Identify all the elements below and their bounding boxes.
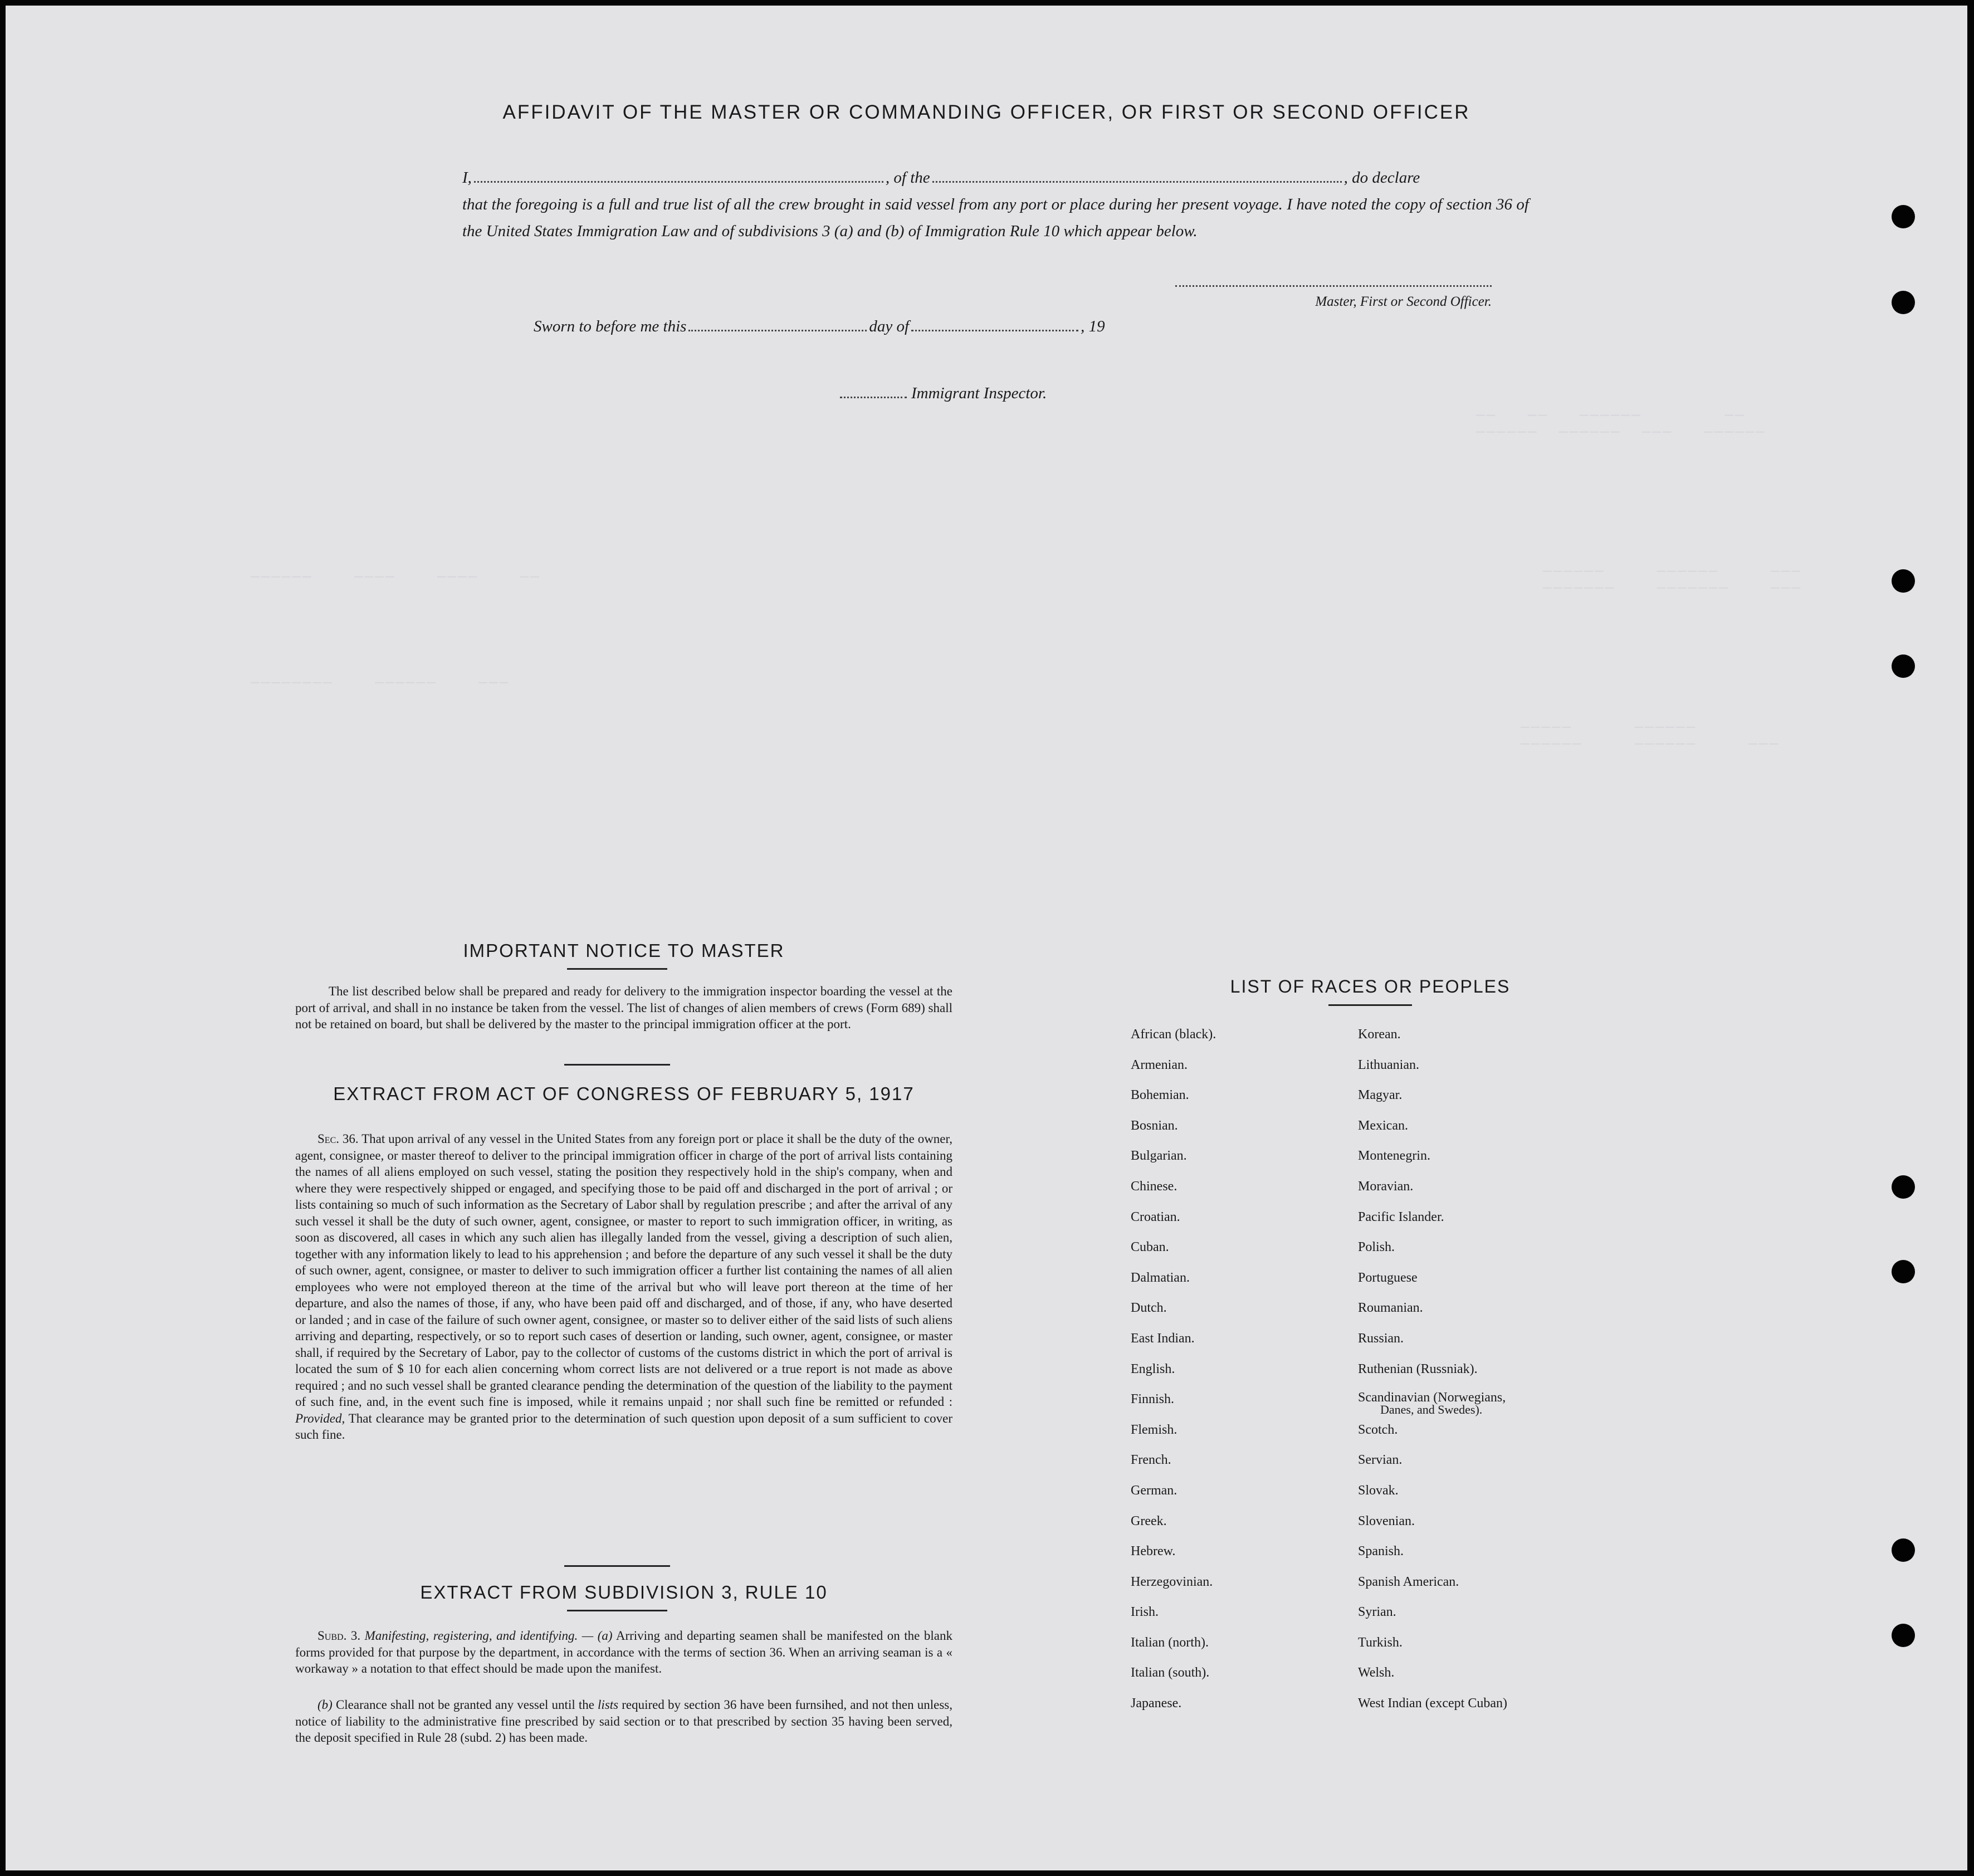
race-item bbox=[1131, 1391, 1216, 1422]
section-body: That upon arrival of any vessel in the United States from any foreign port or place it shall be the duty of the owner, agent, consignee, or master thereof to deliver to the principal immigration officer in charge of the port of arrival lists containing the names of all aliens employed on such vessel, stating the position they respectively hold in the ship's company, when and where they were respectively shipped or engaged, and specifying those to be paid off and discharged in the port of arrival ; or lists containing so much of such information as the Secretary of Labor shall by regulation prescribe ; and after the arrival of any such vessel it shall be the duty of such owner, agent, consignee, or master to report to such immigration officer, in writing, as soon as discovered, all cases in which any such alien has illegally landed from the vessel, giving a description of such alien, together with any information likely to lead to his apprehension ; and before the departure of any such vessel it shall be the duty of such owner, agent, consignee, or master to deliver to such immigration officer a further list containing the names of all alien employees who were not employed thereon at the time of the arrival but who will leave port thereon at the time of her departure, and also the names of those, if any, who have been paid off and discharged, and of those, if any, who have deserted or landed ; and in case of the failure of such owner agent, consignee, or master so to deliver either of the said lists of such aliens arriving and departing, respectively, or so to report such cases of desertion or landing, such owner, agent, consignee, or master shall, if required by the Secretary of Labor, pay to the collector of customs of the customs district in which the port of arrival is located the sum of $ 10 for each alien concerning whom correct lists are not delivered or a true report is not made as above required ; and no such vessel shall be granted clearance pending the determination of the question of the liability to the payment of such fine, and, in the event such fine is imposed, while it remains unpaid ; nor shall such fine be remitted or refunded : bbox=[295, 1132, 952, 1409]
race-label: Slovenian. bbox=[1358, 1513, 1415, 1528]
day-blank[interactable] bbox=[688, 316, 867, 331]
document-page bbox=[6, 6, 1967, 1870]
bleed-through: ———————— —————— ——— bbox=[251, 674, 510, 691]
race-label: Turkish. bbox=[1358, 1635, 1403, 1650]
rule-extract-title: EXTRACT FROM SUBDIVISION 3, RULE 10 bbox=[420, 1582, 828, 1603]
divider bbox=[567, 968, 667, 970]
race-label: Dutch. bbox=[1131, 1301, 1167, 1316]
races-title: LIST OF RACES OR PEOPLES bbox=[1230, 976, 1511, 996]
race-item bbox=[1358, 1148, 1507, 1179]
race-item bbox=[1131, 1209, 1216, 1240]
race-label: Mexican. bbox=[1358, 1118, 1408, 1133]
act-extract-title: EXTRACT FROM ACT OF CONGRESS OF FEBRUARY 5, 1917 bbox=[333, 1083, 915, 1104]
race-item bbox=[1131, 1574, 1216, 1605]
punch-hole bbox=[1892, 1175, 1915, 1199]
race-label: Scandinavian (Norwegians, bbox=[1358, 1390, 1506, 1405]
inspector-blank[interactable] bbox=[840, 383, 907, 398]
race-item bbox=[1131, 1604, 1216, 1635]
notice-text: The list described below shall be prepared and ready for delivery to the immigration inspector boarding the vessel at the port of arrival, and shall in no instance be taken from the vessel. The list of changes of alien members of crews (Form 689) shall not be retained on board, but shall be delivered by the master to the principal immigration officer at the port. bbox=[295, 984, 952, 1031]
decl-of-the: , of the bbox=[885, 169, 930, 187]
divider bbox=[564, 1064, 670, 1066]
para-b-pre: Clearance shall not be granted any vessel until the bbox=[335, 1698, 594, 1712]
punch-hole bbox=[1892, 1538, 1915, 1562]
race-item bbox=[1131, 1300, 1216, 1331]
race-item bbox=[1358, 1179, 1507, 1209]
race-label: Servian. bbox=[1358, 1453, 1403, 1468]
race-item bbox=[1358, 1696, 1507, 1726]
race-item bbox=[1131, 1087, 1216, 1118]
race-item bbox=[1358, 1239, 1507, 1270]
race-item bbox=[1358, 1209, 1507, 1240]
race-label: Japanese. bbox=[1131, 1696, 1182, 1711]
race-label: Italian (north). bbox=[1131, 1635, 1209, 1650]
race-label: Spanish. bbox=[1358, 1544, 1404, 1559]
race-label: Pacific Islander. bbox=[1358, 1209, 1444, 1224]
race-label: Magyar. bbox=[1358, 1088, 1403, 1103]
race-label: Italian (south). bbox=[1131, 1665, 1210, 1680]
punch-hole bbox=[1892, 1260, 1915, 1283]
race-label: Polish. bbox=[1358, 1240, 1395, 1255]
race-label: East Indian. bbox=[1131, 1331, 1195, 1346]
race-item bbox=[1131, 1452, 1216, 1483]
race-item bbox=[1131, 1635, 1216, 1665]
race-item bbox=[1131, 1483, 1216, 1513]
act-extract-text bbox=[295, 1131, 952, 1443]
race-label-continued: Danes, and Swedes). bbox=[1380, 1403, 1483, 1417]
race-label: Bohemian. bbox=[1131, 1088, 1189, 1103]
race-label: Moravian. bbox=[1358, 1179, 1414, 1194]
race-item bbox=[1358, 1300, 1507, 1331]
race-item bbox=[1358, 1391, 1507, 1422]
race-item bbox=[1131, 1422, 1216, 1453]
race-item bbox=[1358, 1087, 1507, 1118]
race-item bbox=[1131, 1270, 1216, 1301]
notice-title: IMPORTANT NOTICE TO MASTER bbox=[463, 940, 785, 961]
race-item bbox=[1131, 1148, 1216, 1179]
declaration-block bbox=[462, 164, 1529, 245]
race-item bbox=[1131, 1118, 1216, 1149]
race-item bbox=[1358, 1483, 1507, 1513]
sworn-day-of: day of bbox=[869, 317, 910, 335]
race-label: Montenegrin. bbox=[1358, 1149, 1430, 1164]
punch-hole bbox=[1892, 291, 1915, 314]
decl-i: I, bbox=[462, 169, 472, 187]
race-item bbox=[1131, 1027, 1216, 1057]
bleed-through: —————— —————— ——— ——————— ——————— ——— bbox=[1543, 563, 1802, 596]
race-label: Scotch. bbox=[1358, 1422, 1398, 1437]
race-label: German. bbox=[1131, 1483, 1177, 1498]
race-label: Russian. bbox=[1358, 1331, 1404, 1346]
race-item bbox=[1358, 1513, 1507, 1544]
para-a-text: Arriving and departing seamen shall be manifested on the blank forms provided for that purpose by the department, in accordance with the terms of section 36. When an arriving seaman is a « workaway » a notation to that effect should be made upon the manifest. bbox=[295, 1629, 953, 1675]
race-label: Flemish. bbox=[1131, 1422, 1177, 1437]
race-label: Armenian. bbox=[1131, 1057, 1188, 1072]
signature-label: Master, First or Second Officer. bbox=[1315, 294, 1492, 309]
decl-declare: , do declare bbox=[1343, 169, 1420, 187]
race-label: Herzegovinian. bbox=[1131, 1574, 1213, 1589]
proviso-label: Provided, bbox=[295, 1411, 345, 1425]
race-item bbox=[1358, 1361, 1507, 1392]
race-label: Greek. bbox=[1131, 1513, 1167, 1528]
rule-para-a bbox=[295, 1628, 952, 1677]
race-item bbox=[1358, 1452, 1507, 1483]
races-right-column bbox=[1358, 1027, 1507, 1726]
subd-label: Subd. 3. bbox=[317, 1629, 361, 1643]
punch-hole bbox=[1892, 654, 1915, 678]
race-item bbox=[1358, 1635, 1507, 1665]
proviso-text: That clearance may be granted prior to the determination of such question upon deposit of a sum sufficient to cover such fine. bbox=[295, 1411, 953, 1442]
race-label: Chinese. bbox=[1131, 1179, 1177, 1194]
bleed-through: —————— ———— ———— —— bbox=[251, 568, 541, 585]
bleed-through: ————— —————— —————— —————— ——— bbox=[1521, 719, 1780, 752]
race-item bbox=[1358, 1057, 1507, 1088]
race-label: Bosnian. bbox=[1131, 1118, 1178, 1133]
race-label: English. bbox=[1131, 1361, 1175, 1376]
race-label: French. bbox=[1131, 1453, 1171, 1468]
subd-heading: Manifesting, registering, and identifying. — (a) bbox=[364, 1629, 613, 1643]
race-label: Dalmatian. bbox=[1131, 1270, 1190, 1285]
section-label: Sec. 36. bbox=[317, 1132, 359, 1146]
sworn-year: , 19 bbox=[1081, 317, 1105, 335]
race-item bbox=[1131, 1513, 1216, 1544]
race-label: Irish. bbox=[1131, 1605, 1159, 1620]
punch-hole bbox=[1892, 205, 1915, 228]
name-blank[interactable] bbox=[474, 168, 883, 183]
vessel-blank[interactable] bbox=[932, 168, 1342, 183]
race-label: Portuguese bbox=[1358, 1270, 1418, 1285]
race-label: Welsh. bbox=[1358, 1665, 1395, 1680]
race-label: West Indian (except Cuban) bbox=[1358, 1696, 1507, 1711]
race-item bbox=[1131, 1239, 1216, 1270]
divider bbox=[1328, 1004, 1412, 1006]
inspector-line bbox=[840, 383, 1047, 403]
divider bbox=[564, 1565, 670, 1567]
race-item bbox=[1358, 1331, 1507, 1361]
race-item bbox=[1131, 1543, 1216, 1574]
race-item bbox=[1358, 1422, 1507, 1453]
race-item bbox=[1131, 1057, 1216, 1088]
race-item bbox=[1131, 1179, 1216, 1209]
rule-para-b bbox=[295, 1697, 952, 1746]
race-item bbox=[1131, 1331, 1216, 1361]
punch-hole bbox=[1892, 1624, 1915, 1647]
races-left-column bbox=[1131, 1027, 1216, 1726]
punch-hole bbox=[1892, 569, 1915, 593]
race-item bbox=[1358, 1665, 1507, 1696]
bleed-through: —— —— —————— —— —————— —————— ——— —————— bbox=[1476, 407, 1766, 440]
race-item bbox=[1131, 1361, 1216, 1392]
race-item bbox=[1358, 1574, 1507, 1605]
race-item bbox=[1358, 1027, 1507, 1057]
race-item bbox=[1358, 1270, 1507, 1301]
race-item bbox=[1358, 1118, 1507, 1149]
race-label: African (black). bbox=[1131, 1027, 1216, 1042]
race-label: Hebrew. bbox=[1131, 1544, 1176, 1559]
race-label: Ruthenian (Russniak). bbox=[1358, 1361, 1478, 1376]
affidavit-title: AFFIDAVIT OF THE MASTER OR COMMANDING OFFICER, OR FIRST OR SECOND OFFICER bbox=[502, 101, 1470, 123]
month-blank[interactable] bbox=[911, 316, 1078, 331]
race-label: Finnish. bbox=[1131, 1392, 1175, 1407]
race-item bbox=[1131, 1665, 1216, 1696]
para-b-lists: lists bbox=[598, 1698, 619, 1712]
race-label: Spanish American. bbox=[1358, 1574, 1459, 1589]
race-label: Cuban. bbox=[1131, 1240, 1169, 1255]
para-b-label: (b) bbox=[317, 1698, 333, 1712]
sworn-line bbox=[534, 316, 1105, 336]
sworn-prefix: Sworn to before me this bbox=[534, 317, 687, 335]
race-item bbox=[1358, 1604, 1507, 1635]
race-item bbox=[1131, 1696, 1216, 1726]
inspector-label: Immigrant Inspector. bbox=[911, 384, 1047, 402]
race-label: Syrian. bbox=[1358, 1605, 1396, 1620]
race-label: Slovak. bbox=[1358, 1483, 1399, 1498]
para-b-post: required by section 36 have been furnsihed, and not then unless, notice of liability to the administrative fine prescribed by said section or to that prescribed by section 35 having been served, the deposit specified in Rule 28 (subd. 2) has been made. bbox=[295, 1698, 952, 1745]
signature-line[interactable] bbox=[1175, 285, 1492, 287]
race-label: Lithuanian. bbox=[1358, 1057, 1419, 1072]
race-label: Roumanian. bbox=[1358, 1301, 1423, 1316]
declaration-text: that the foregoing is a full and true list of all the crew brought in said vessel from any port or place during her present voyage. I have noted the copy of section 36 of the United States Immigration Law and of subdivisions 3 (a) and (b) of Immigration Rule 10 which appear below. bbox=[462, 196, 1529, 240]
divider bbox=[567, 1610, 667, 1611]
race-label: Korean. bbox=[1358, 1027, 1401, 1042]
race-label: Bulgarian. bbox=[1131, 1149, 1187, 1164]
race-item bbox=[1358, 1543, 1507, 1574]
race-label: Croatian. bbox=[1131, 1209, 1180, 1224]
